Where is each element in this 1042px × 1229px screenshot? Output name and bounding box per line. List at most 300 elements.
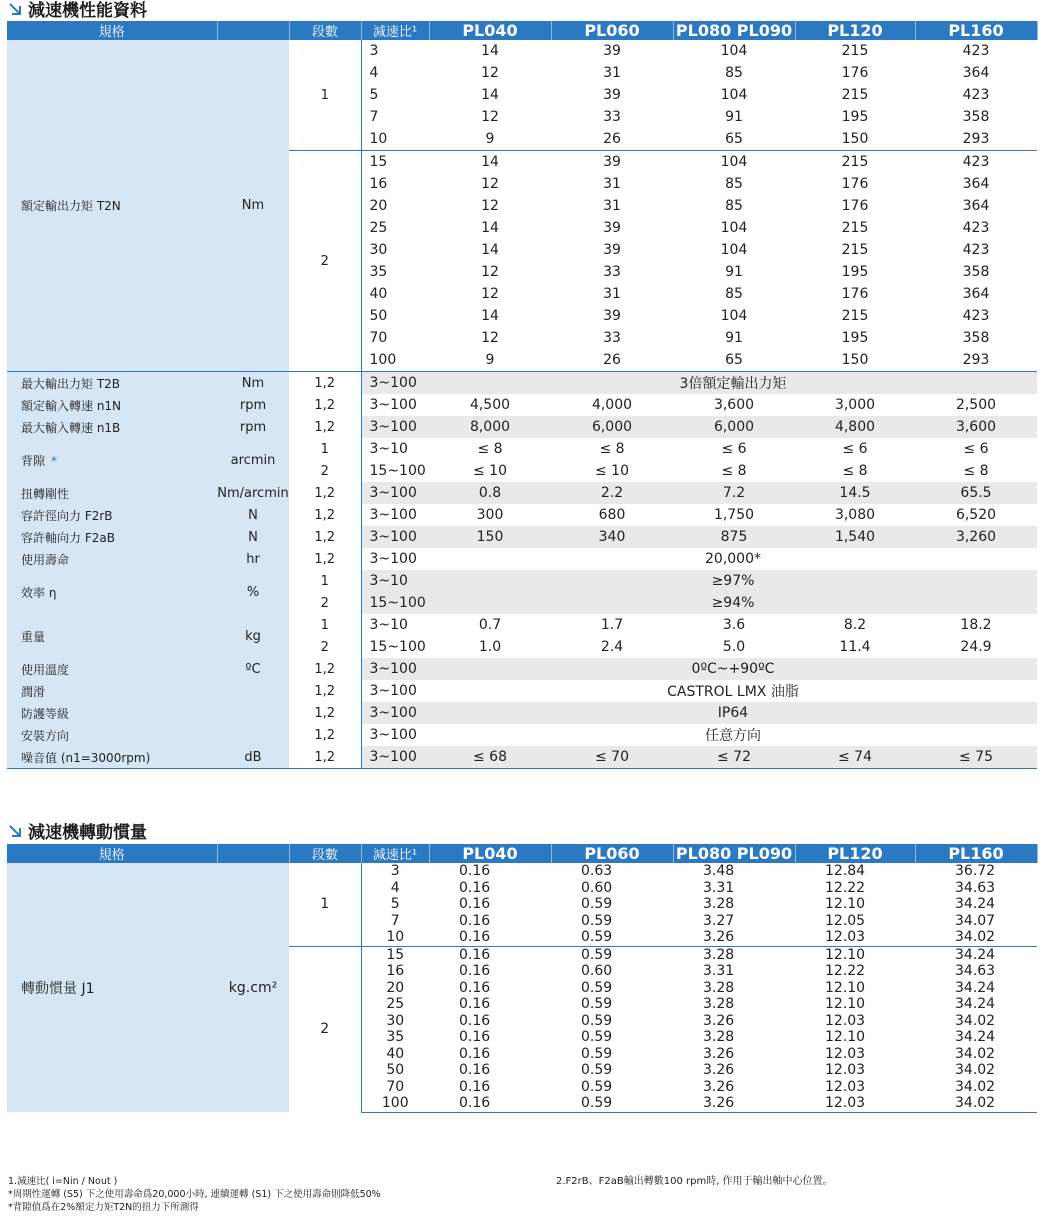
value-cell: 104 xyxy=(673,217,795,239)
lubrication-label: 潤滑 xyxy=(7,680,217,702)
value-cell: 3.27 xyxy=(673,913,795,930)
weight-value: 18.2 xyxy=(915,614,1037,636)
value-cell: 14 xyxy=(429,40,551,62)
rigidity-value: 7.2 xyxy=(673,482,795,504)
noise-value: ≤ 75 xyxy=(915,746,1037,769)
footnote-1: 1.減速比( i=Nin / Nout ) xyxy=(8,1176,118,1187)
ratio-cell: 30 xyxy=(361,239,429,261)
radial-force-value: 1,750 xyxy=(673,504,795,526)
efficiency-label-text: 效率 η xyxy=(21,585,57,600)
ratio-cell: 20 xyxy=(361,195,429,217)
max-speed-value: 6,000 xyxy=(551,416,673,438)
rigidity-value: 65.5 xyxy=(915,482,1037,504)
radial-force-ratio: 3~100 xyxy=(361,504,429,526)
value-cell: 3.28 xyxy=(673,996,795,1013)
value-cell: 358 xyxy=(915,106,1037,128)
value-cell: 423 xyxy=(915,40,1037,62)
stage-2: 2 xyxy=(289,151,361,372)
rigidity-ratio: 3~100 xyxy=(361,482,429,504)
ratio-cell: 100 xyxy=(361,1095,429,1112)
value-cell: 0.59 xyxy=(551,1095,673,1112)
ratio-cell: 16 xyxy=(361,173,429,195)
rigidity-value: 0.8 xyxy=(429,482,551,504)
axial-force-stage: 1,2 xyxy=(289,526,361,548)
ratio-cell: 25 xyxy=(361,217,429,239)
inertia-unit: kg.cm² xyxy=(217,863,289,1112)
weight-unit: kg xyxy=(217,614,289,658)
value-cell: 12.22 xyxy=(795,880,915,897)
temperature-ratio: 3~100 xyxy=(361,658,429,680)
value-cell: 293 xyxy=(915,349,1037,372)
value-cell: 14 xyxy=(429,217,551,239)
header-pl080-pl090: PL080 PL090 xyxy=(673,844,795,863)
lubrication-value: CASTROL LMX 油脂 xyxy=(429,680,1037,702)
value-cell: 34.24 xyxy=(915,996,1037,1013)
value-cell: 0.16 xyxy=(429,1046,551,1063)
value-cell: 104 xyxy=(673,151,795,174)
value-cell: 0.16 xyxy=(429,929,551,946)
value-cell: 34.02 xyxy=(915,1062,1037,1079)
stage-1: 1 xyxy=(289,863,361,946)
value-cell: 358 xyxy=(915,327,1037,349)
temperature-stage: 1,2 xyxy=(289,658,361,680)
value-cell: 65 xyxy=(673,128,795,151)
torque-row xyxy=(7,40,1037,62)
header-spec: 規格 xyxy=(7,844,217,863)
value-cell: 12.03 xyxy=(795,1013,915,1030)
efficiency-ratio-1: 3~10 xyxy=(361,570,429,592)
value-cell: 364 xyxy=(915,195,1037,217)
weight-value: 8.2 xyxy=(795,614,915,636)
axial-force-value: 3,260 xyxy=(915,526,1037,548)
header-pl120: PL120 xyxy=(795,21,915,40)
backlash-value: ≤ 10 xyxy=(551,460,673,482)
ratio-cell: 70 xyxy=(361,1079,429,1096)
max-speed-value: 6,000 xyxy=(673,416,795,438)
value-cell: 176 xyxy=(795,283,915,305)
efficiency-unit: % xyxy=(217,570,289,614)
max-speed-value: 3,600 xyxy=(915,416,1037,438)
weight-ratio-1: 3~10 xyxy=(361,614,429,636)
backlash-value: ≤ 8 xyxy=(915,460,1037,482)
ratio-cell: 3 xyxy=(361,40,429,62)
value-cell: 0.59 xyxy=(551,1079,673,1096)
backlash-value: ≤ 10 xyxy=(429,460,551,482)
value-cell: 364 xyxy=(915,173,1037,195)
value-cell: 12 xyxy=(429,106,551,128)
section2-title-text: 減速機轉動慣量 xyxy=(28,823,147,843)
service-life-unit: hr xyxy=(217,548,289,570)
value-cell: 364 xyxy=(915,62,1037,84)
efficiency-value: ≥94% xyxy=(429,592,1037,614)
weight-ratio-2: 15~100 xyxy=(361,636,429,658)
value-cell: 26 xyxy=(551,128,673,151)
value-cell: 34.07 xyxy=(915,913,1037,930)
axial-force-label: 容許軸向力 F2aB xyxy=(7,526,217,548)
value-cell: 91 xyxy=(673,261,795,283)
weight-value: 1.7 xyxy=(551,614,673,636)
axial-force-value: 340 xyxy=(551,526,673,548)
value-cell: 215 xyxy=(795,40,915,62)
value-cell: 176 xyxy=(795,195,915,217)
noise-value: ≤ 70 xyxy=(551,746,673,769)
value-cell: 104 xyxy=(673,305,795,327)
section2-title xyxy=(8,818,147,843)
value-cell: 104 xyxy=(673,239,795,261)
max-speed-unit: rpm xyxy=(217,416,289,438)
mounting-unit xyxy=(217,724,289,746)
ratio-cell: 40 xyxy=(361,1046,429,1063)
value-cell: 3.26 xyxy=(673,1079,795,1096)
rated-speed-row xyxy=(7,394,1037,416)
torque-unit: Nm xyxy=(217,40,289,372)
temperature-row xyxy=(7,658,1037,680)
lubrication-ratio: 3~100 xyxy=(361,680,429,702)
value-cell: 293 xyxy=(915,128,1037,151)
value-cell: 0.16 xyxy=(429,996,551,1013)
value-cell: 3.28 xyxy=(673,980,795,997)
backlash-label-text: 背隙 xyxy=(21,453,46,468)
value-cell: 14 xyxy=(429,151,551,174)
value-cell: 3.28 xyxy=(673,1029,795,1046)
value-cell: 34.63 xyxy=(915,963,1037,980)
value-cell: 12.03 xyxy=(795,1062,915,1079)
mounting-label: 安裝方向 xyxy=(7,724,217,746)
value-cell: 34.63 xyxy=(915,880,1037,897)
rated-speed-value: 2,500 xyxy=(915,394,1037,416)
value-cell: 176 xyxy=(795,62,915,84)
value-cell: 0.16 xyxy=(429,1095,551,1112)
service-life-row xyxy=(7,548,1037,570)
noise-stage: 1,2 xyxy=(289,746,361,769)
ratio-cell: 25 xyxy=(361,996,429,1013)
value-cell: 85 xyxy=(673,195,795,217)
weight-label-text: 重量 xyxy=(21,629,46,644)
value-cell: 36.72 xyxy=(915,863,1037,880)
radial-force-row xyxy=(7,504,1037,526)
header-pl160: PL160 xyxy=(915,844,1037,863)
max-speed-row xyxy=(7,416,1037,438)
ratio-cell: 100 xyxy=(361,349,429,372)
backlash-stage-2: 2 xyxy=(289,460,361,482)
protection-stage: 1,2 xyxy=(289,702,361,724)
inertia-header-row xyxy=(7,844,1037,863)
backlash-value: ≤ 8 xyxy=(673,460,795,482)
value-cell: 0.16 xyxy=(429,1062,551,1079)
mounting-ratio: 3~100 xyxy=(361,724,429,746)
header-pl040: PL040 xyxy=(429,844,551,863)
max-speed-label: 最大輸入轉速 n1B xyxy=(7,416,217,438)
weight-value: 11.4 xyxy=(795,636,915,658)
section1-title xyxy=(8,0,147,21)
rigidity-value: 2.2 xyxy=(551,482,673,504)
value-cell: 150 xyxy=(795,349,915,372)
axial-force-unit: N xyxy=(217,526,289,548)
header-pl080-pl090: PL080 PL090 xyxy=(673,21,795,40)
header-ratio: 減速比¹ xyxy=(361,844,429,863)
temperature-label: 使用溫度 xyxy=(7,658,217,680)
noise-value: ≤ 68 xyxy=(429,746,551,769)
value-cell: 65 xyxy=(673,349,795,372)
performance-table xyxy=(7,21,1038,769)
max-torque-label: 最大輸出力矩 T2B xyxy=(7,372,217,395)
value-cell: 215 xyxy=(795,239,915,261)
weight-value: 2.4 xyxy=(551,636,673,658)
value-cell: 195 xyxy=(795,106,915,128)
axial-force-row xyxy=(7,526,1037,548)
value-cell: 0.16 xyxy=(429,963,551,980)
value-cell: 34.02 xyxy=(915,1095,1037,1112)
value-cell: 12.05 xyxy=(795,913,915,930)
ratio-cell: 50 xyxy=(361,305,429,327)
value-cell: 0.16 xyxy=(429,896,551,913)
value-cell: 0.16 xyxy=(429,946,551,963)
lubrication-stage: 1,2 xyxy=(289,680,361,702)
value-cell: 39 xyxy=(551,40,673,62)
weight-stage-2: 2 xyxy=(289,636,361,658)
value-cell: 12 xyxy=(429,195,551,217)
radial-force-label: 容許徑向力 F2rB xyxy=(7,504,217,526)
header-pl060: PL060 xyxy=(551,21,673,40)
section1-title-text: 減速機性能資料 xyxy=(28,1,147,21)
header-pl120: PL120 xyxy=(795,844,915,863)
value-cell: 34.02 xyxy=(915,1046,1037,1063)
value-cell: 33 xyxy=(551,106,673,128)
value-cell: 14 xyxy=(429,305,551,327)
value-cell: 12.03 xyxy=(795,1079,915,1096)
value-cell: 3.26 xyxy=(673,1013,795,1030)
value-cell: 31 xyxy=(551,173,673,195)
value-cell: 0.16 xyxy=(429,1013,551,1030)
max-torque-row xyxy=(7,372,1037,395)
value-cell: 14 xyxy=(429,239,551,261)
arrow-icon xyxy=(8,2,22,16)
max-torque-unit: Nm xyxy=(217,372,289,395)
arrow-icon xyxy=(8,824,22,838)
value-cell: 39 xyxy=(551,151,673,174)
rigidity-value: 14.5 xyxy=(795,482,915,504)
rigidity-stage: 1,2 xyxy=(289,482,361,504)
value-cell: 423 xyxy=(915,84,1037,106)
value-cell: 0.16 xyxy=(429,863,551,880)
efficiency-row-1 xyxy=(7,570,1037,592)
value-cell: 85 xyxy=(673,283,795,305)
value-cell: 215 xyxy=(795,151,915,174)
max-speed-value: 8,000 xyxy=(429,416,551,438)
radial-force-value: 300 xyxy=(429,504,551,526)
ratio-cell: 16 xyxy=(361,963,429,980)
value-cell: 39 xyxy=(551,305,673,327)
value-cell: 0.59 xyxy=(551,1013,673,1030)
value-cell: 0.16 xyxy=(429,913,551,930)
max-speed-ratio: 3~100 xyxy=(361,416,429,438)
value-cell: 0.59 xyxy=(551,913,673,930)
max-speed-stage: 1,2 xyxy=(289,416,361,438)
value-cell: 423 xyxy=(915,151,1037,174)
value-cell: 0.59 xyxy=(551,946,673,963)
noise-ratio: 3~100 xyxy=(361,746,429,769)
value-cell: 12.84 xyxy=(795,863,915,880)
efficiency-ratio-2: 15~100 xyxy=(361,592,429,614)
backlash-value: ≤ 8 xyxy=(551,438,673,460)
footnote-2: *周期性運轉 (S5) 下之使用壽命爲20,000小時, 連續運轉 (S1) 下之使用壽命則降低50% xyxy=(8,1189,381,1200)
inertia-table xyxy=(7,844,1038,1113)
value-cell: 12 xyxy=(429,62,551,84)
rigidity-unit: Nm/arcmin xyxy=(217,482,289,504)
value-cell: 0.16 xyxy=(429,1079,551,1096)
value-cell: 12 xyxy=(429,327,551,349)
service-life-value: 20,000* xyxy=(429,548,1037,570)
lubrication-row xyxy=(7,680,1037,702)
backlash-unit: arcmin xyxy=(217,438,289,482)
value-cell: 176 xyxy=(795,173,915,195)
star-mark: * xyxy=(51,453,58,468)
value-cell: 12 xyxy=(429,173,551,195)
performance-header-row xyxy=(7,21,1037,40)
ratio-cell: 7 xyxy=(361,913,429,930)
mounting-row xyxy=(7,724,1037,746)
axial-force-value: 875 xyxy=(673,526,795,548)
axial-force-ratio: 3~100 xyxy=(361,526,429,548)
protection-row xyxy=(7,702,1037,724)
value-cell: 3.26 xyxy=(673,1046,795,1063)
value-cell: 12 xyxy=(429,261,551,283)
value-cell: 423 xyxy=(915,217,1037,239)
value-cell: 104 xyxy=(673,40,795,62)
value-cell: 423 xyxy=(915,239,1037,261)
value-cell: 31 xyxy=(551,283,673,305)
temperature-value: 0ºC~+90ºC xyxy=(429,658,1037,680)
value-cell: 39 xyxy=(551,84,673,106)
header-pl160: PL160 xyxy=(915,21,1037,40)
value-cell: 12 xyxy=(429,283,551,305)
value-cell: 34.02 xyxy=(915,1079,1037,1096)
value-cell: 14 xyxy=(429,84,551,106)
backlash-value: ≤ 6 xyxy=(915,438,1037,460)
protection-unit xyxy=(217,702,289,724)
radial-force-unit: N xyxy=(217,504,289,526)
radial-force-stage: 1,2 xyxy=(289,504,361,526)
value-cell: 0.16 xyxy=(429,1029,551,1046)
header-stage: 段數 xyxy=(289,844,361,863)
value-cell: 215 xyxy=(795,305,915,327)
weight-value: 1.0 xyxy=(429,636,551,658)
lubrication-unit xyxy=(217,680,289,702)
value-cell: 0.59 xyxy=(551,980,673,997)
value-cell: 0.59 xyxy=(551,896,673,913)
efficiency-label xyxy=(7,570,217,614)
value-cell: 26 xyxy=(551,349,673,372)
value-cell: 9 xyxy=(429,128,551,151)
rated-speed-value: 4,000 xyxy=(551,394,673,416)
value-cell: 39 xyxy=(551,217,673,239)
noise-row xyxy=(7,746,1037,769)
value-cell: 34.24 xyxy=(915,896,1037,913)
value-cell: 3.28 xyxy=(673,946,795,963)
header-unit-blank xyxy=(217,21,289,40)
backlash-stage-1: 1 xyxy=(289,438,361,460)
ratio-cell: 50 xyxy=(361,1062,429,1079)
max-torque-value: 3倍額定輸出力矩 xyxy=(429,372,1037,395)
value-cell: 34.02 xyxy=(915,1013,1037,1030)
value-cell: 0.60 xyxy=(551,963,673,980)
value-cell: 3.26 xyxy=(673,1095,795,1112)
axial-force-value: 150 xyxy=(429,526,551,548)
footnote-3: *背隙值爲在2%額定力矩T2N的扭力下所測得 xyxy=(8,1202,199,1213)
header-unit-blank xyxy=(217,844,289,863)
value-cell: 195 xyxy=(795,327,915,349)
weight-label xyxy=(7,614,217,658)
ratio-cell: 20 xyxy=(361,980,429,997)
ratio-cell: 35 xyxy=(361,261,429,283)
ratio-cell: 15 xyxy=(361,946,429,963)
value-cell: 12.03 xyxy=(795,929,915,946)
ratio-cell: 4 xyxy=(361,880,429,897)
protection-value: IP64 xyxy=(429,702,1037,724)
weight-value: 0.7 xyxy=(429,614,551,636)
value-cell: 33 xyxy=(551,327,673,349)
ratio-cell: 10 xyxy=(361,128,429,151)
header-ratio: 減速比¹ xyxy=(361,21,429,40)
ratio-cell: 40 xyxy=(361,283,429,305)
value-cell: 195 xyxy=(795,261,915,283)
max-torque-ratio: 3~100 xyxy=(361,372,429,395)
protection-ratio: 3~100 xyxy=(361,702,429,724)
max-torque-stage: 1,2 xyxy=(289,372,361,395)
value-cell: 0.59 xyxy=(551,996,673,1013)
value-cell: 3.31 xyxy=(673,880,795,897)
backlash-label xyxy=(7,438,217,482)
radial-force-value: 680 xyxy=(551,504,673,526)
backlash-value: ≤ 6 xyxy=(795,438,915,460)
service-life-ratio: 3~100 xyxy=(361,548,429,570)
radial-force-value: 6,520 xyxy=(915,504,1037,526)
backlash-value: ≤ 8 xyxy=(429,438,551,460)
noise-label: 噪音值 (n1=3000rpm) xyxy=(7,746,217,769)
footnote-4: 2.F2rB、F2aB輸出轉數100 rpm時, 作用于輸出軸中心位置。 xyxy=(556,1176,833,1187)
value-cell: 0.59 xyxy=(551,1046,673,1063)
backlash-ratio-1: 3~10 xyxy=(361,438,429,460)
value-cell: 12.03 xyxy=(795,1046,915,1063)
value-cell: 3.26 xyxy=(673,1062,795,1079)
ratio-cell: 5 xyxy=(361,896,429,913)
efficiency-value: ≥97% xyxy=(429,570,1037,592)
header-pl040: PL040 xyxy=(429,21,551,40)
rated-speed-label: 額定輸入轉速 n1N xyxy=(7,394,217,416)
rigidity-label: 扭轉剛性 xyxy=(7,482,217,504)
inertia-row xyxy=(7,863,1037,880)
value-cell: 85 xyxy=(673,173,795,195)
noise-value: ≤ 74 xyxy=(795,746,915,769)
service-life-label: 使用壽命 xyxy=(7,548,217,570)
value-cell: 150 xyxy=(795,128,915,151)
weight-stage-1: 1 xyxy=(289,614,361,636)
weight-row-1 xyxy=(7,614,1037,636)
backlash-value: ≤ 8 xyxy=(795,460,915,482)
weight-value: 3.6 xyxy=(673,614,795,636)
ratio-cell: 7 xyxy=(361,106,429,128)
inertia-label: 轉動慣量 J1 xyxy=(7,863,217,1112)
value-cell: 3.48 xyxy=(673,863,795,880)
value-cell: 12.22 xyxy=(795,963,915,980)
noise-unit: dB xyxy=(217,746,289,769)
ratio-cell: 3 xyxy=(361,863,429,880)
value-cell: 104 xyxy=(673,84,795,106)
stage-2: 2 xyxy=(289,946,361,1112)
ratio-cell: 30 xyxy=(361,1013,429,1030)
header-pl060: PL060 xyxy=(551,844,673,863)
value-cell: 0.16 xyxy=(429,980,551,997)
